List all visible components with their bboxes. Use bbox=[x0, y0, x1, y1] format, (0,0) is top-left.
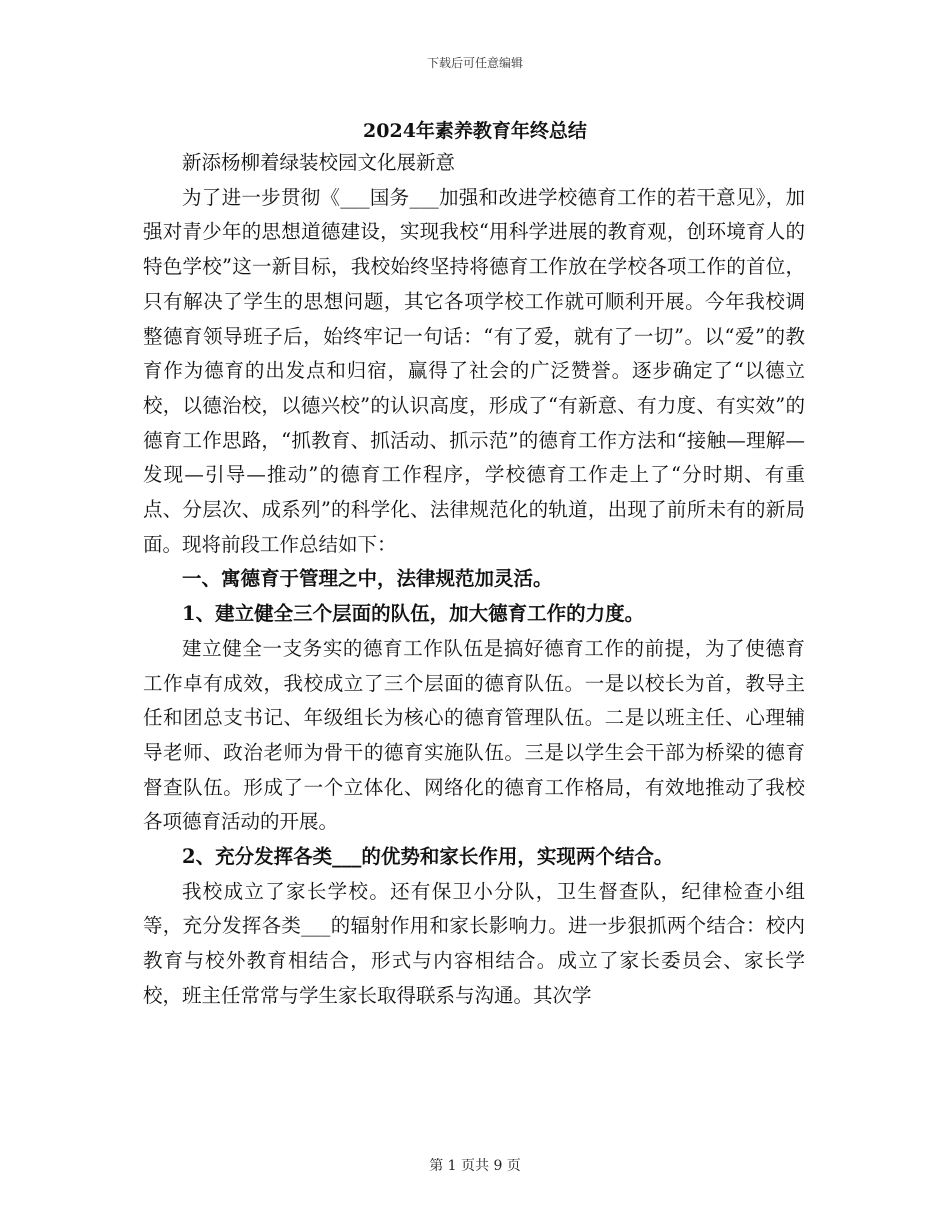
body-paragraph-1: 建立健全一支务实的德育工作队伍是搞好德育工作的前提，为了使德育工作卓有成效，我校成立了三个层面的德育队伍。一是以校长为首，教导主任和团总支书记、年级组长为核心的德育管理队伍。二是以班主任、心理辅导老师、政治老师为骨干的德育实施队伍。三是以学生会干部为桥梁的德育督查队伍。形成了一个立体化、网络化的德育工作格局，有效地推动了我校各项德育活动的开展。 bbox=[143, 636, 805, 834]
subtitle-line: 新添杨柳着绿装校园文化展新意 bbox=[182, 151, 456, 174]
section-heading-1: 一、寓德育于管理之中，法律规范加灵活。 bbox=[182, 567, 553, 591]
intro-paragraph: 为了进一步贯彻《___国务___加强和改进学校德育工作的若干意见》，加强对青少年的思想道德建设，实现我校“用科学进展的教育观，创环境育人的特色学校”这一新目标，我校始终坚持将德育工作放在学校各项工作的首位，只有解决了学生的思想问题，其它各项学校工作就可顺利开展。今年我校调整德育领导班子后，始终牢记一句话：“有了爱，就有了一切”。以“爱”的教育作为德育的出发点和归宿，赢得了社会的广泛赞誉。逐步确定了“以德立校，以德治校，以德兴校”的认识高度，形成了“有新意、有力度、有实效”的德育工作思路，“抓教育、抓活动、抓示范”的德育工作方法和“接触—理解—发现—引导—推动”的德育工作程序，学校德育工作走上了“分时期、有重点、分层次、成系列”的科学化、法律规范化的轨道，出现了前所未有的新局面。现将前段工作总结如下： bbox=[143, 185, 805, 556]
subsection-heading-2: 2、充分发挥各类___的优势和家长作用，实现两个结合。 bbox=[182, 845, 674, 869]
subsection-heading-1: 1、建立健全三个层面的队伍，加大德育工作的力度。 bbox=[182, 602, 645, 626]
header-note: 下载后可任意编辑 bbox=[426, 56, 523, 70]
document-title: 2024年素养教育年终总结 bbox=[363, 120, 587, 142]
page-footer: 第 1 页共 9 页 bbox=[429, 1158, 521, 1174]
document-body bbox=[143, 146, 805, 1014]
body-paragraph-2: 我校成立了家长学校。还有保卫小分队，卫生督查队，纪律检查小组等，充分发挥各类___的辐射作用和家长影响力。进一步狠抓两个结合：校内教育与校外教育相结合，形式与内容相结合。成立了家长委员会、家长学校，班主任常常与学生家长取得联系与沟通。其次学 bbox=[143, 879, 805, 1007]
